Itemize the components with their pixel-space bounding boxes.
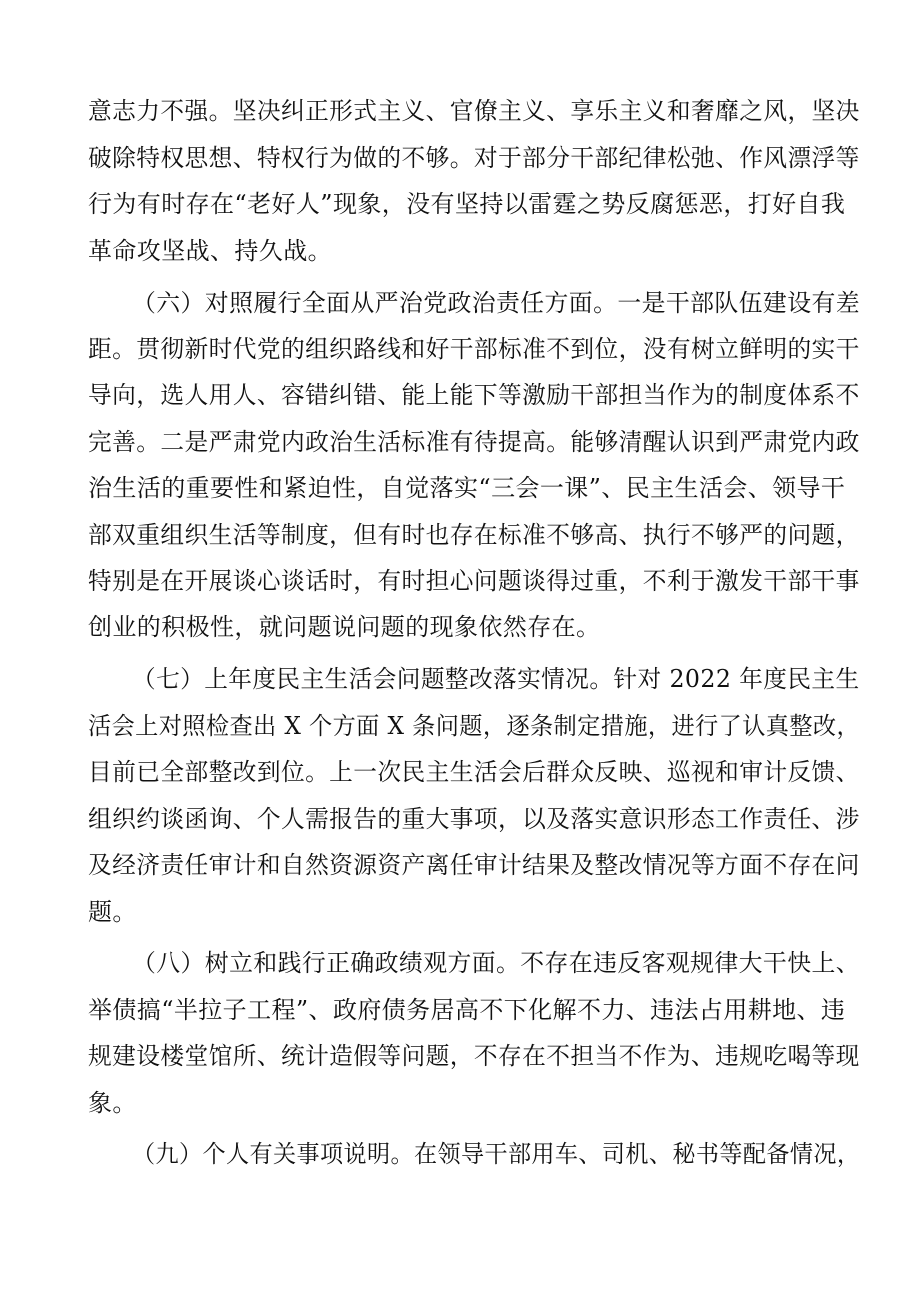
text-line: 导向，选人用人、容错纠错、能上能下等激励干部担当作为的制度体系不: [88, 381, 860, 409]
text-line: 破除特权思想、特权行为做的不够。对于部分干部纪律松弛、作风漂浮等: [88, 144, 860, 172]
paragraph-heading-line: （六）对照履行全面从严治党政治责任方面。一是干部队伍建设有差: [132, 289, 860, 317]
paragraph-heading-line: （九）个人有关事项说明。在领导干部用车、司机、秘书等配备情况，: [132, 1140, 861, 1168]
text-line: 目前已全部整改到位。上一次民主生活会后群众反映、巡视和审计反馈、: [88, 758, 860, 786]
text-line: 完善。二是严肃党内政治生活标准有待提高。能够清醒认识到严肃党内政: [88, 428, 860, 456]
paragraph-heading-line: （七）上年度民主生活会问题整改落实情况。针对 2022 年度民主生: [132, 665, 860, 693]
text-line: 革命攻坚战、持久战。: [88, 237, 332, 265]
text-line: 距。贯彻新时代党的组织路线和好干部标准不到位，没有树立鲜明的实干: [88, 335, 860, 363]
text-line: 活会上对照检查出 X 个方面 X 条问题，逐条制定措施，进行了认真整改，: [88, 712, 861, 740]
text-line: 行为有时存在“老好人”现象，没有坚持以雷霆之势反腐惩恶，打好自我: [88, 190, 846, 218]
text-line: 题。: [88, 898, 137, 926]
text-line: 举债搞“半拉子工程”、政府债务居高不下化解不力、违法占用耕地、违: [88, 996, 846, 1024]
text-line: 规建设楼堂馆所、统计造假等问题，不存在不担当不作为、违规吃喝等现: [88, 1042, 860, 1070]
text-line: 治生活的重要性和紧迫性，自觉落实“三会一课”、民主生活会、领导干: [88, 474, 846, 502]
text-line: 意志力不强。坚决纠正形式主义、官僚主义、享乐主义和奢靡之风，坚决: [88, 97, 860, 125]
text-line: 象。: [88, 1089, 137, 1117]
text-line: 及经济责任审计和自然资源资产离任审计结果及整改情况等方面不存在问: [88, 851, 860, 879]
text-line: 特别是在开展谈心谈话时，有时担心问题谈得过重，不利于激发干部干事: [88, 567, 860, 595]
text-line: 部双重组织生活等制度，但有时也存在标准不够高、执行不够严的问题，: [88, 521, 860, 549]
text-line: 创业的积极性，就问题说问题的现象依然存在。: [88, 613, 601, 641]
paragraph-heading-line: （八）树立和践行正确政绩观方面。不存在违反客观规律大干快上、: [132, 949, 860, 977]
text-line: 组织约谈函询、个人需报告的重大事项，以及落实意识形态工作责任、涉: [88, 805, 860, 833]
